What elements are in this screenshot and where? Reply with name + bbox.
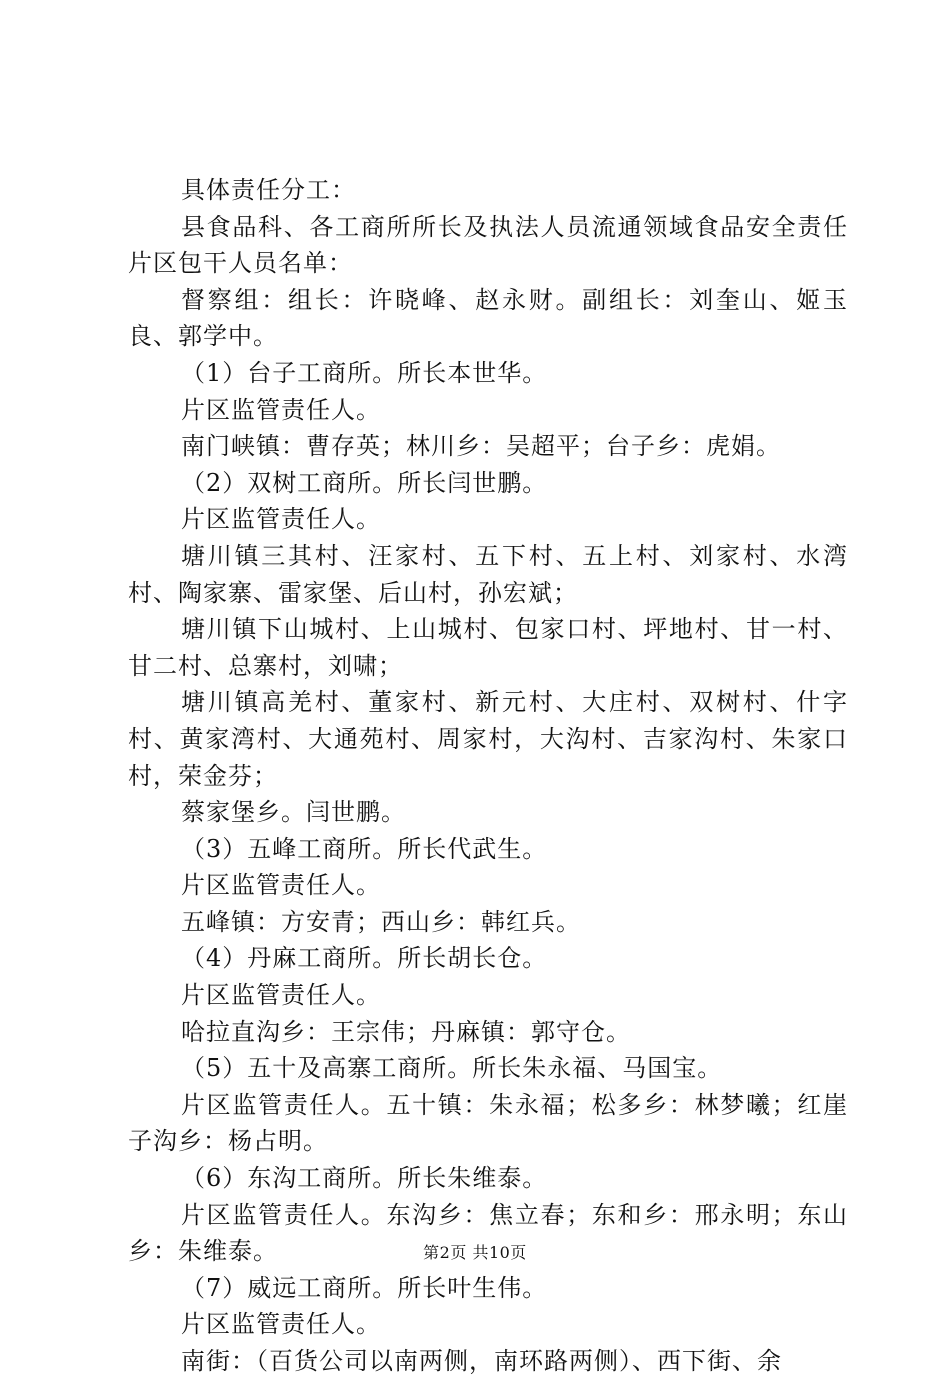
document-body bbox=[128, 172, 848, 1380]
paragraph: 片区监管责任人。 bbox=[181, 981, 381, 1010]
paragraph: 片区监管责任人。 bbox=[181, 871, 381, 900]
paragraph: 督察组：组长：许晓峰、赵永财。副组长：刘奎山、姬玉良、郭学中。 bbox=[128, 285, 848, 351]
paragraph: 五峰镇：方安青；西山乡：韩红兵。 bbox=[181, 907, 581, 936]
page-number-footer: 第2页 共10页 bbox=[423, 1243, 527, 1262]
paragraph: 具体责任分工： bbox=[181, 176, 356, 204]
paragraph: 塘川镇三其村、汪家村、五下村、五上村、刘家村、水湾村、陶家寨、雷家堡、后山村，孙宏斌； bbox=[128, 541, 848, 607]
paragraph: 片区监管责任人。 bbox=[181, 395, 381, 424]
paragraph: 南门峡镇：曹存英；林川乡：吴超平；台子乡：虎娟。 bbox=[181, 432, 781, 461]
paragraph: 片区监管责任人。 bbox=[181, 1310, 381, 1339]
paragraph: 片区监管责任人。五十镇：朱永福；松多乡：林梦曦；红崖子沟乡：杨占明。 bbox=[128, 1090, 848, 1156]
paragraph: （3）五峰工商所。所长代武生。 bbox=[181, 834, 548, 863]
paragraph: 南街：（百货公司以南两侧，南环路两侧）、西下街、余 bbox=[181, 1347, 782, 1375]
paragraph: 片区监管责任人。东沟乡：焦立春；东和乡：邢永明；东山乡：朱维泰。 bbox=[128, 1200, 848, 1266]
paragraph: （2）双树工商所。所长闫世鹏。 bbox=[181, 468, 548, 497]
paragraph: （6）东沟工商所。所长朱维泰。 bbox=[181, 1164, 548, 1193]
paragraph: 塘川镇下山城村、上山城村、包家口村、坪地村、甘一村、甘二村、总寨村，刘啸； bbox=[128, 615, 848, 680]
paragraph: 县食品科、各工商所所长及执法人员流通领域食品安全责任片区包干人员名单： bbox=[128, 212, 848, 278]
paragraph: （7）威远工商所。所长叶生伟。 bbox=[181, 1273, 548, 1302]
paragraph: （1）台子工商所。所长本世华。 bbox=[181, 358, 548, 387]
paragraph: 哈拉直沟乡：王宗伟；丹麻镇：郭守仓。 bbox=[181, 1017, 631, 1046]
paragraph: （5）五十及高寨工商所。所长朱永福、马国宝。 bbox=[181, 1054, 723, 1083]
paragraph: （4）丹麻工商所。所长胡长仓。 bbox=[181, 944, 548, 973]
paragraph: 塘川镇高羌村、董家村、新元村、大庄村、双树村、什字村、黄家湾村、大通苑村、周家村，大沟村、吉家沟村、朱家口村，荣金芬； bbox=[128, 688, 848, 790]
paragraph: 片区监管责任人。 bbox=[181, 505, 381, 534]
paragraph: 蔡家堡乡。闫世鹏。 bbox=[181, 798, 406, 827]
